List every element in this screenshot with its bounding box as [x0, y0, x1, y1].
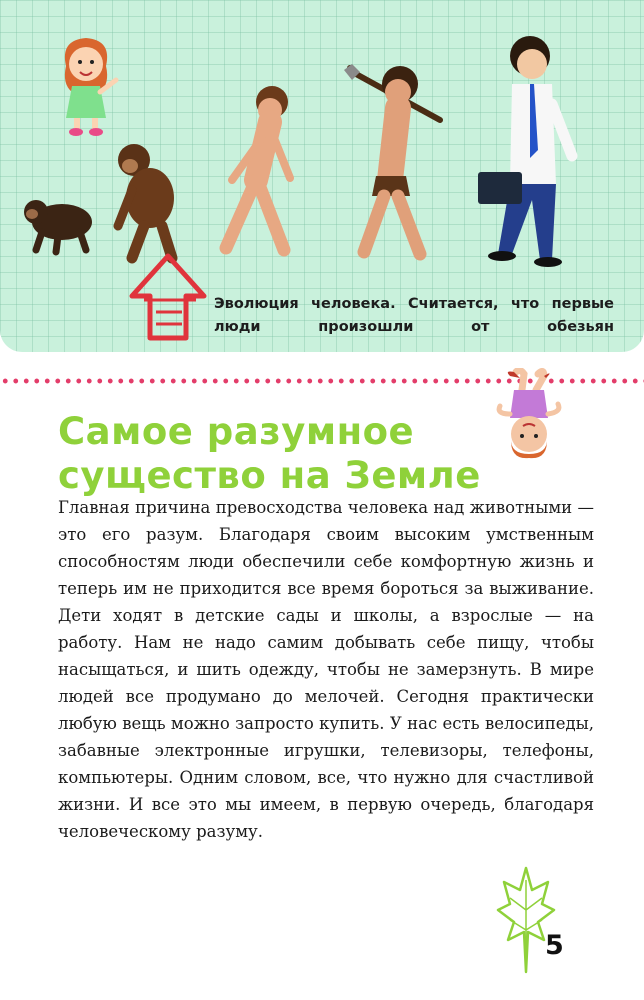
caveman-icon — [344, 64, 440, 254]
maple-leaf-icon — [496, 860, 556, 980]
page-number: 5 — [545, 930, 564, 961]
illustration-panel — [0, 0, 644, 352]
ape-icon — [118, 144, 174, 258]
section-body-text: Главная причина превосходства человека над животными — это его разум. Благодаря своим высоким умственным способностям люди обеспечили себе комфортную жизнь и теперь им не приходится все время бороться за выживание. Дети ходят в детские сады и школы, а взрослые — на работу. Нам не надо самим добывать себе пищу, чтобы насыщаться, и шить одежду, чтобы не замерзнуть. В мире людей все продумано до мелочей. Сегодня практически любую вещь можно запросто купить. У нас есть велосипеды, забавные электронные игрушки, телевизоры, телефоны, компьютеры. Одним словом, все, что нужно для счастливой жизни. И все это мы имеем, в первую очередь, благодаря человеческому разуму. — [58, 498, 594, 841]
modern-man-icon — [478, 36, 572, 267]
girl-waving-icon — [65, 38, 116, 136]
section-title: Самое разумное существо на Земле — [58, 410, 481, 497]
early-human-icon — [226, 86, 290, 250]
monkey-icon — [24, 200, 92, 252]
illustration-caption: Эволюция человека. Считается, что первые люди произошли от обезьян — [214, 296, 614, 335]
arrow-up-icon — [132, 256, 204, 338]
upside-down-girl-icon — [492, 368, 566, 464]
